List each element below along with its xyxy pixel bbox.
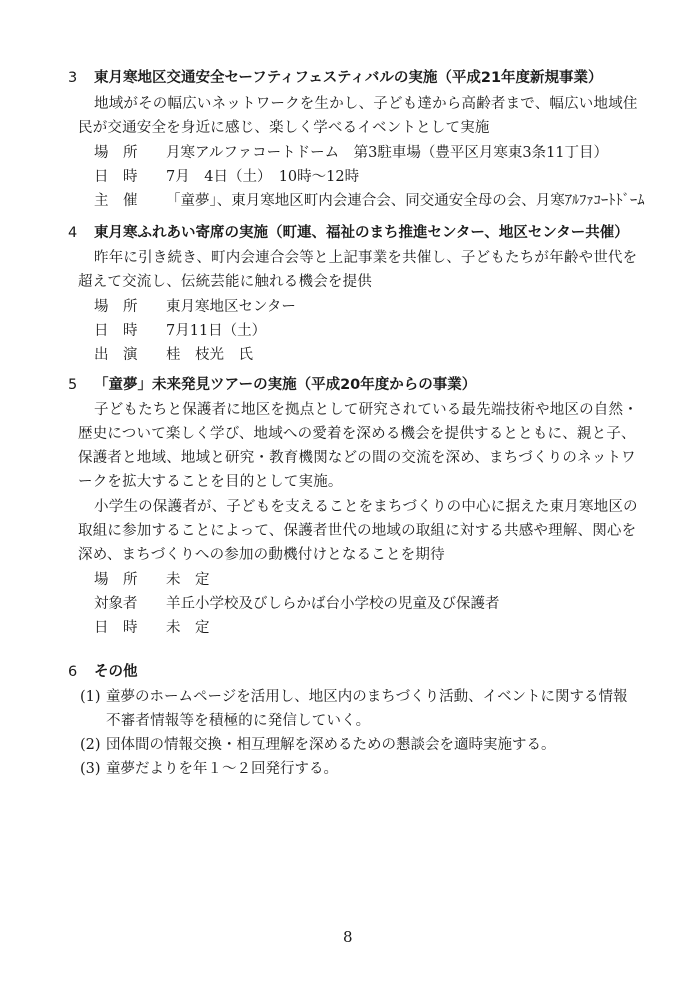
detail-value: 7月11日（土） [166, 323, 267, 339]
body-line: 超えて交流し、伝統芸能に触れる機会を提供 [78, 274, 372, 290]
body-line: 歴史について楽しく学び、地域への愛着を深める機会を提供するとともに、親と子、 [78, 426, 636, 442]
item-text: 童夢のホームページを活用し、地区内のまちづくり活動、イベントに関する情報 [106, 689, 628, 705]
detail-value: 未 定 [166, 572, 210, 588]
list-item [80, 757, 338, 778]
detail-label: 日 時 [94, 323, 138, 339]
page-number: 8 [343, 928, 353, 946]
body-line: 保護者と地域、地域と研究・教育機関などの間の交流を深め、まちづくりのネットワ [78, 450, 636, 466]
body-line: 取組に参加することによって、保護者世代の地域の取組に対する共感や理解、関心を [78, 523, 637, 539]
body-line: 地域がその幅広いネットワークを生かし、子ども達から高齢者まで、幅広い地域住 [94, 96, 638, 112]
detail-row-target [94, 592, 500, 613]
section-number: 6 [68, 664, 78, 680]
detail-value: 月寒アルファコートドーム 第3駐車場（豊平区月寒東3条11丁目） [166, 145, 609, 161]
section-heading: その他 [94, 664, 138, 680]
detail-label: 対象者 [94, 596, 138, 612]
detail-label: 日 時 [94, 169, 138, 185]
detail-label: 主 催 [94, 193, 138, 209]
body-line: 小学生の保護者が、子どもを支えることをまちづくりの中心に据えた東月寒地区の [94, 499, 638, 515]
body-line: 民が交通安全を身近に感じ、楽しく学べるイベントとして実施 [78, 120, 490, 136]
detail-label: 出 演 [94, 347, 138, 363]
detail-label: 場 所 [94, 572, 138, 588]
body-line: 昨年に引き続き、町内会連合会等と上記事業を共催し、子どもたちが年齢や世代を [94, 250, 638, 266]
section-4-title [68, 221, 629, 242]
detail-row-venue [94, 568, 210, 589]
body-line: 子どもたちと保護者に地区を拠点として研究されている最先端技術や地区の自然・ [94, 402, 638, 418]
list-item [80, 733, 556, 754]
detail-label: 場 所 [94, 299, 138, 315]
detail-value: 羊丘小学校及びしらかば台小学校の児童及び保護者 [166, 596, 500, 612]
section-heading: 東月寒地区交通安全セーフティフェスティバルの実施（平成21年度新規事業） [94, 70, 603, 86]
detail-row-datetime [94, 319, 266, 340]
item-text: 団体間の情報交換・相互理解を深めるための懇談会を適時実施する。 [106, 737, 556, 753]
detail-value: 未 定 [166, 620, 210, 636]
section-number: 4 [68, 225, 78, 241]
detail-row-venue [94, 295, 296, 316]
detail-row-datetime [94, 165, 359, 186]
body-line: 深め、まちづくりへの参加の動機付けとなることを期待 [78, 547, 445, 563]
detail-label: 日 時 [94, 620, 138, 636]
detail-row-organizer [94, 189, 645, 210]
section-number: 3 [68, 70, 78, 86]
item-number: (2) [80, 737, 101, 753]
section-3-title [68, 66, 603, 87]
item-continuation: 不審者情報等を積極的に発信していく。 [106, 713, 371, 729]
section-6-title [68, 660, 138, 681]
detail-value: 桂 枝光 氏 [166, 347, 253, 363]
detail-value: 東月寒地区センター [166, 299, 296, 315]
section-heading: 「童夢」未来発見ツアーの実施（平成20年度からの事業） [94, 377, 477, 393]
section-5-title [68, 373, 476, 394]
detail-row-datetime [94, 616, 210, 637]
body-line: ークを拡大することを目的として実施。 [78, 474, 343, 490]
detail-row-performer [94, 343, 253, 364]
detail-row-venue [94, 141, 608, 162]
detail-value: 「童夢」、東月寒地区町内会連合会、同交通安全母の会、月寒ｱﾙﾌｧｺｰﾄﾄﾞｰﾑ [166, 193, 645, 209]
item-number: (3) [80, 761, 101, 777]
section-heading: 東月寒ふれあい寄席の実施（町連、福祉のまち推進センター、地区センター共催） [94, 225, 629, 241]
item-text: 童夢だよりを年１〜２回発行する。 [106, 761, 338, 777]
list-item [80, 685, 628, 706]
detail-label: 場 所 [94, 145, 138, 161]
detail-value: 7月 4日（土） 10時〜12時 [166, 169, 360, 185]
section-number: 5 [68, 377, 78, 393]
item-number: (1) [80, 689, 101, 705]
